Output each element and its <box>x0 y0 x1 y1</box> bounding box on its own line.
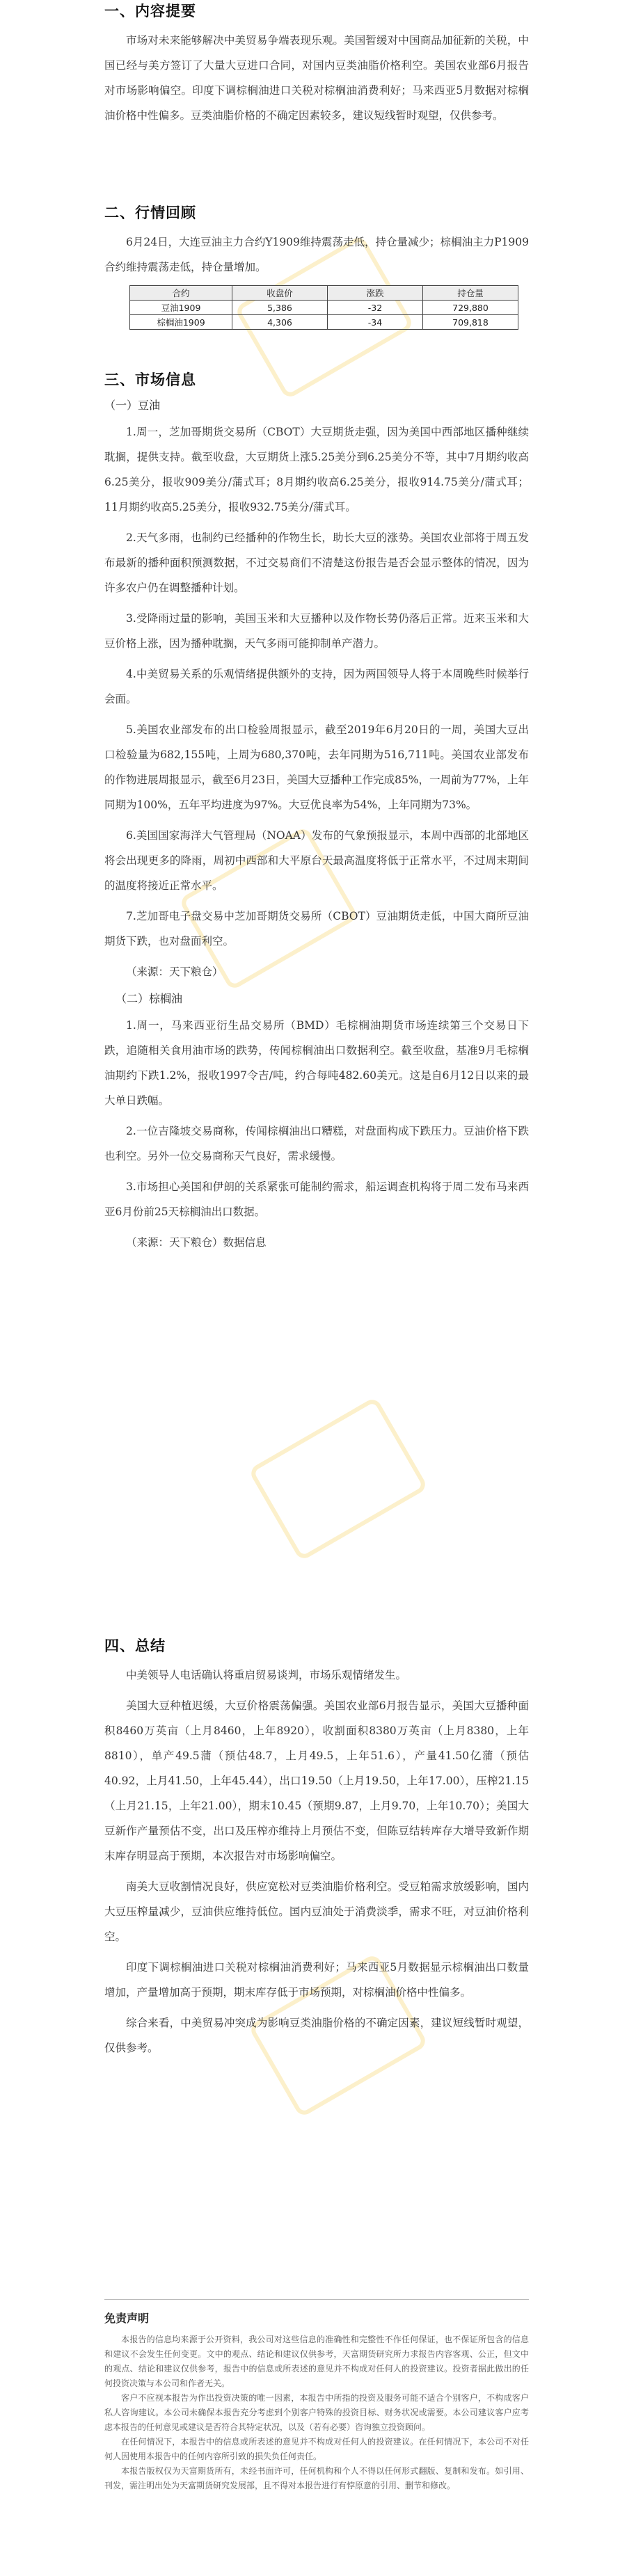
table-cell: -32 <box>328 301 423 315</box>
table-row <box>130 301 518 315</box>
subsection-title: （一）豆油 <box>104 399 161 412</box>
disclaimer <box>104 2310 529 2493</box>
table-header: 涨跌 <box>328 286 423 301</box>
paragraph: 2.一位吉隆坡交易商称，传闻棕榈油出口糟糕，对盘面构成下跌压力。豆油价格下跌也利空。另外一位交易商称天气良好，需求缓慢。 <box>104 1125 529 1162</box>
paragraph: 综合来看，中美贸易冲突成为影响豆类油脂价格的不确定因素，建议短线暂时观望，仅供参考。 <box>104 2017 529 2054</box>
paragraph: 市场对未来能够解决中美贸易争端表现乐观。美国暂缓对中国商品加征新的关税，中国已经与美方签订了大量大豆进口合同，对国内豆类油脂价格利空。美国农业部6月报告对市场影响偏空。印度下调棕榈油进口关税对棕榈油消费利好；马来西亚5月数据对棕榈油价格中性偏多。豆类油脂价格的不确定因素较多，建议短线暂时观望，仅供参考。 <box>104 34 529 122</box>
section-conclusion <box>104 1635 529 2061</box>
table-row <box>130 315 518 330</box>
table-header: 合约 <box>130 286 232 301</box>
source-note: （来源：天下粮仓）数据信息 <box>126 1236 267 1249</box>
section-review <box>104 202 529 330</box>
table-cell: 豆油1909 <box>130 301 232 315</box>
paragraph: 1.周一，芝加哥期货交易所（CBOT）大豆期货走强，因为美国中西部地区播种继续耽搁，提供支持。截至收盘，大豆期货上涨5.25美分到6.25美分不等，其中7月期约收高6.25美分，报收909美分/蒲式耳；8月期约收高6.25美分，报收914.75美分/蒲式耳；11月期约收高5.25美分，报收932.75美分/蒲式耳。 <box>104 426 529 513</box>
paragraph: 3.市场担心美国和伊朗的关系紧张可能制约需求，船运调查机构将于周二发布马来西亚6月份前25天棕榈油出口数据。 <box>104 1181 529 1218</box>
divider <box>104 2299 529 2300</box>
section-summary <box>104 0 529 128</box>
paragraph: 5.美国农业部发布的出口检验周报显示，截至2019年6月20日的一周，美国大豆出口检验量为682,155吨，上周为680,370吨，去年同期为516,711吨。美国农业部发布的作物进展周报显示，截至6月23日，美国大豆播种工作完成85%，一周前为77%，上年同期为100%，五年平均进度为97%。大豆优良率为54%，上年同期为73%。 <box>104 723 529 811</box>
paragraph: 3.受降雨过量的影响，美国玉米和大豆播种以及作物长势仍落后正常。近来玉米和大豆价格上涨，因为播种耽搁，天气多雨可能抑制单产潜力。 <box>104 612 529 650</box>
table-cell: 棕榈油1909 <box>130 315 232 330</box>
table-cell: -34 <box>328 315 423 330</box>
table-cell: 5,386 <box>232 301 328 315</box>
paragraph: 2.天气多雨，也制约已经播种的作物生长，助长大豆的涨势。美国农业部将于周五发布最新的播种面积预测数据，不过交易商们不清楚这份报告是否会显示整体的情况，因为许多农户仍在调整播种计划。 <box>104 531 529 594</box>
section-title: 四、总结 <box>104 1638 166 1654</box>
disclaimer-paragraph: 本报告的信息均来源于公开资料，我公司对这些信息的准确性和完整性不作任何保证，也不保证所包含的信息和建议不会发生任何变更。文中的观点、结论和建议仅供参考，天富期货研究所力求报告内容客观、公正，但文中的观点、结论和建议仅供参考，报告中的信息或所表述的意见并不构成对任何人的投资建议。投资者据此做出的任何投资决策与本公司和作者无关。 <box>104 2335 529 2388</box>
subsection-title: （二）棕榈油 <box>116 992 183 1005</box>
section-title: 三、市场信息 <box>104 371 196 388</box>
table-cell: 4,306 <box>232 315 328 330</box>
table-header: 收盘价 <box>232 286 328 301</box>
disclaimer-paragraph: 在任何情况下，本报告中的信息或所表述的意见并不构成对任何人的投资建议。在任何情况下，本公司不对任何人因使用本报告中的任何内容所引致的损失负任何责任。 <box>104 2437 529 2461</box>
paragraph: 1.周一，马来西亚衍生品交易所（BMD）毛棕榈油期货市场连续第三个交易日下跌，追随相关食用油市场的跌势，传闻棕榈油出口数据利空。截至收盘，基准9月毛棕榈油期约下跌1.2%，报收1997令吉/吨，约合每吨482.60美元。这是自6月12日以来的最大单日跌幅。 <box>104 1019 529 1107</box>
market-table <box>129 285 518 330</box>
section-title: 一、内容提要 <box>104 3 196 19</box>
paragraph: 南美大豆收割情况良好，供应宽松对豆类油脂价格利空。受豆粕需求放缓影响，国内大豆压榨量减少，豆油供应维持低位。国内豆油处于消费淡季，需求不旺，对豆油价格利空。 <box>104 1880 529 1943</box>
paragraph: 6.美国国家海洋大气管理局（NOAA）发布的气象预报显示，本周中西部的北部地区将会出现更多的降雨，周初中西部和大平原台天最高温度将低于正常水平，不过周末期间的温度将接近正常水平。 <box>104 829 529 892</box>
disclaimer-paragraph: 本报告版权仅为天富期货所有，未经书面许可，任何机构和个人不得以任何形式翻版、复制和发布。如引用、刊发，需注明出处为天富期货研究发展部，且不得对本报告进行有悖原意的引用、删节和修改。 <box>104 2466 529 2490</box>
table-header: 持仓量 <box>423 286 518 301</box>
paragraph: 印度下调棕榈油进口关税对棕榈油消费利好；马来西亚5月数据显示棕榈油出口数量增加，产量增加高于预期，期末库存低于市场预期，对棕榈油价格中性偏多。 <box>104 1961 529 1999</box>
section-title: 二、行情回顾 <box>104 205 196 221</box>
paragraph: 美国大豆种植迟缓，大豆价格震荡偏强。美国农业部6月报告显示，美国大豆播种面积8460万英亩（上月8460，上年8920），收割面积8380万英亩（上月8380，上年8810），单产49.5蒲（预估48.7，上月49.5，上年51.6），产量41.50亿蒲（预估40.92，上月41.50，上年45.44），出口19.50（上月19.50，上年17.00），压榨21.15（上月21.15，上年21.00），期末10.45（预期9.87，上月9.70，上年10.70）；美国大豆新作产量预估不变，出口及压榨亦维持上月预估不变，但陈豆结转库存大增导致新作期末库存明显高于预期，本次报告对市场影响偏空。 <box>104 1699 529 1862</box>
table-cell: 729,880 <box>423 301 518 315</box>
disclaimer-paragraph: 客户不应视本报告为作出投资决策的唯一因素，本报告中所指的投资及服务可能不适合个别客户，不构成客户私人咨询建议。本公司未确保本报告充分考虑到个别客户特殊的投资目标、财务状况或需要。本公司建议客户应考虑本报告的任何意见或建议是否符合其特定状况，以及（若有必要）咨询独立投资顾问。 <box>104 2393 529 2432</box>
watermark-logo <box>248 1396 429 1562</box>
paragraph: 6月24日，大连豆油主力合约Y1909维持震荡走低，持仓量减少；棕榈油主力P1909合约维持震荡走低，持仓量增加。 <box>104 236 529 273</box>
paragraph: 中美领导人电话确认将重启贸易谈判，市场乐观情绪发生。 <box>126 1669 407 1681</box>
source-note: （来源：天下粮仓） <box>126 966 223 978</box>
table-header-row <box>130 286 518 301</box>
table-cell: 709,818 <box>423 315 518 330</box>
paragraph: 4.中美贸易关系的乐观情绪提供额外的支持，因为两国领导人将于本周晚些时候举行会面。 <box>104 668 529 705</box>
paragraph: 7.芝加哥电子盘交易中芝加哥期货交易所（CBOT）豆油期货走低，中国大商所豆油期货下跌，也对盘面利空。 <box>104 910 529 947</box>
section-market-info <box>104 369 529 1255</box>
disclaimer-title: 免责声明 <box>104 2312 150 2325</box>
